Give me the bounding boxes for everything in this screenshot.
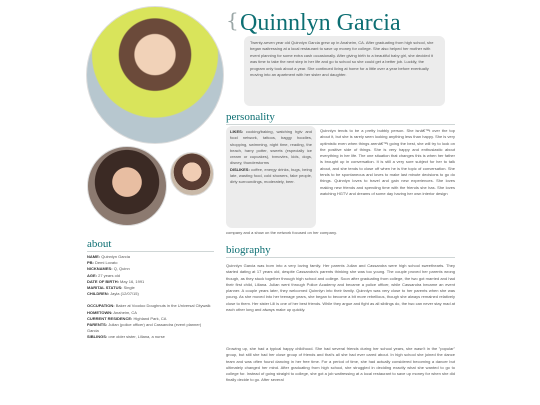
profile-photo-secondary [87, 146, 167, 226]
about-row-nicknames: NICKNAMES: Q, Quinn [87, 266, 130, 272]
about-row-dob: DATE OF BIRTH: May 16, 1991 [87, 278, 145, 284]
biography-paragraph-2: Growing up, she had a typical happy childhood. She had several friends during her school years, she wasn't in the "popular" group, but still she had her close group of friends and that's all she had ever cared about. In high school she joined the dance team and was often found dancing in her free time. For a period of time, she had actually considered becoming a dancer but ultimately changed her mind. After graduating from high school, she struggled in deciding exactly what she wanted to go to college for. Instead of going straight to college, she got a job waitressing at a local restaurant to save up money for when she did finally decide to go. After several [226, 346, 455, 383]
biography-divider [226, 257, 455, 258]
about-row-age: AGE: 27 years old [87, 272, 120, 278]
about-list [87, 254, 214, 341]
about-row-marital-status: MARITAL STATUS: Single [87, 285, 135, 291]
personality-divider [226, 124, 455, 125]
about-row-name: NAME: Quinnlyn Garcia [87, 254, 130, 259]
intro-box: Twenty-seven year old Quinnlyn Garcia grew up in Anaheim, CA. After graduating from high school, she began waitressing at a local restaurant to save up money for college. She also helped her mother with event planning for some extra cash occasionally. After giving birth to a beautiful baby girl, she decided it was time to take the next step in her life and go to school so she could get a better job. Luckily, the program only took about a year. She continued living at home for a little over a year before eventually moving into an apartment with her sister and daughter. [244, 36, 445, 106]
profile-photo-main [86, 6, 224, 144]
biography-paragraph-1: Quinnlyn Garcia was born into a very loving family. Her parents Julian and Cassandra were high school sweethearts. They started dating at 17 years old, despite Cassandra's parents thinking she was too young. The couple proved her parents wrong though, as they stuck together through high school and college. Soon after graduating from college, the two got married and had their first child, Liliana. Julian went through Police Academy and became a police officer, while Cassandra became an event planner. A couple years later, they welcomed Quinnlyn into their family. Quinnlyn was very close to her parents when she was young. As she moved into her teenage years, she began to become a bit more rebellious, though she always remained relatively close to them. Her sister Lili is one of her best friends. While they argue and fight as all siblings do, the two can never stay mad at each other long and always make up quickly. [226, 263, 455, 313]
profile-photo-tertiary [170, 152, 214, 196]
character-name: Quinnlyn Garcia [240, 10, 401, 36]
dislikes-text: coffee, energy drinks, bugs, being late, wasting food, cold showers, fake people, dirty surroundings, moderately, beer. [230, 166, 312, 185]
likes-text: cooking/baking, watching hgtv and food network, tattoos, baggy hoodies, shopping, swimming, night time, reading, the beach, harry potter, sweets (especially ice cream or cupcakes), tvmovies, kids, dogs, disney, thunderstorms [230, 129, 312, 166]
personality-text: Quinnlyn tends to be a pretty bubbly person. She isnâ€™t over the top about it, but she is rarely seen looking anything less than happy. She is very optimistic even when things arenâ€™t going the best, she will try to look on the positive side of things. She is very happy and enthusiastic about everything in her life. The one situation that changes this is when her father is brought up in conversation. It is still a very sore subject for her to talk about, and she tends to close off when he is the topic of conversation. She tends to be spontaneous and loves to make last minute decisions to go do things. Quinnlyn loves to travel and gain new experiences. She loves making new friends and spending time with the friends she has. She loves watching HGTV and dreams of some day having her own interior design [320, 128, 455, 196]
likes-dislikes-box [226, 126, 316, 228]
biography-heading: biography [226, 244, 271, 256]
brace-ornament: { [226, 8, 239, 32]
about-row-hometown: HOMETOWN: Anaheim, CA [87, 309, 137, 315]
about-row-current-residence: CURRENT RESIDENCE: Highland Park, CA [87, 315, 167, 321]
likes-label: LIKES: [230, 129, 244, 134]
about-row-siblings: SIBLINGS: one older sister, Liliana, a nurse [87, 334, 165, 340]
about-row-occupation: OCCUPATION: Baker at Voodoo Doughnuts in the Universal Citywalk [87, 303, 211, 309]
personality-heading: personality [226, 111, 275, 123]
dislikes-label: DISLIKES: [230, 166, 250, 172]
about-heading: about [87, 238, 112, 250]
about-divider [87, 251, 214, 252]
personality-text-tail: company and a show on the network focused on her company. [226, 230, 337, 235]
about-row-parents: PARENTS: Julian (police officer) and Cassandra (event planner) Garcia [87, 322, 202, 334]
about-row-pb: PB: Demi Lovato [87, 260, 118, 266]
about-row-children: CHILDREN: Jayla (12/07/15) [87, 291, 139, 297]
